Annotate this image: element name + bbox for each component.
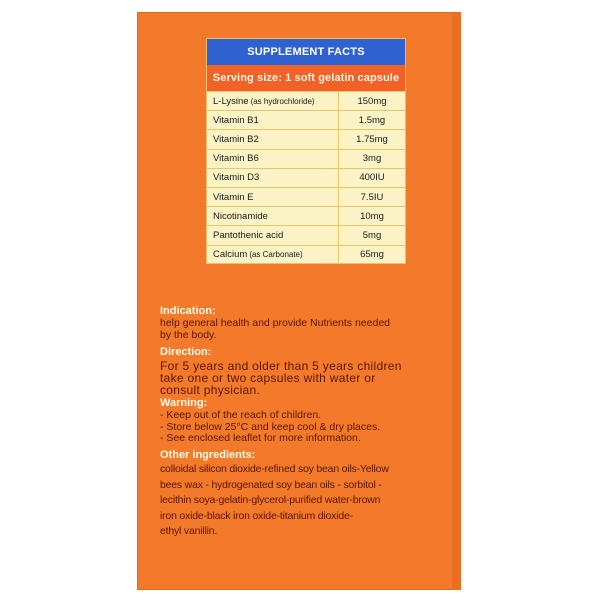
ingredients-line: iron oxide-black iron oxide-titanium dioxide- [160, 509, 353, 522]
ingredients-line: bees wax - hydrogenated soy bean oils - sorbitol - [160, 478, 382, 491]
ingredients-heading: Other ingredients: [160, 449, 256, 461]
facts-row [207, 225, 405, 244]
warning-text [160, 410, 455, 445]
nutrient-label: Vitamin E [213, 191, 254, 203]
facts-row [207, 187, 405, 206]
direction-text [160, 360, 455, 396]
nutrient-name [207, 150, 339, 168]
nutrient-name [207, 188, 339, 206]
nutrient-label: Vitamin B1 [213, 114, 259, 126]
facts-row [207, 91, 405, 110]
serving-size: Serving size: 1 soft gelatin capsule [207, 65, 405, 91]
facts-row [207, 168, 405, 187]
direction-line: consult physician. [160, 383, 261, 397]
indication-heading: Indication: [160, 305, 216, 317]
nutrient-name [207, 92, 339, 110]
direction-line: For 5 years and older than 5 years children [160, 359, 402, 373]
nutrient-name [207, 246, 339, 264]
warning-line: - See enclosed leaflet for more information. [160, 432, 361, 444]
ingredients-text [160, 462, 455, 540]
nutrient-name [207, 130, 339, 148]
nutrient-form: (as hydrochloride) [250, 96, 315, 106]
nutrient-name [207, 169, 339, 187]
facts-row [207, 110, 405, 129]
nutrient-name [207, 226, 339, 244]
nutrient-amount: 10mg [360, 210, 384, 222]
warning-line: - Keep out of the reach of children. [160, 409, 322, 421]
nutrient-amount: 5mg [362, 229, 382, 241]
facts-row [207, 149, 405, 168]
warning-line: - Store below 25°C and keep cool & dry places. [160, 420, 381, 433]
facts-rows [207, 91, 405, 264]
supplement-facts-table [206, 38, 406, 264]
warning-heading: Warning: [160, 397, 208, 409]
nutrient-amount: 65mg [360, 249, 384, 261]
nutrient-label: Vitamin B2 [213, 133, 259, 145]
nutrient-name [207, 207, 339, 225]
indication-line: by the body. [160, 328, 217, 341]
nutrient-label: Vitamin D3 [213, 172, 260, 184]
ingredients-line: lecithin soya-gelatin-glycerol-purified water-brown [160, 494, 381, 506]
nutrient-form: (as Carbonate) [249, 250, 303, 260]
nutrient-amount: 1.5mg [358, 114, 386, 126]
direction-heading: Direction: [160, 346, 212, 358]
nutrient-label: Nicotinamide [213, 210, 268, 222]
supplement-facts-title: SUPPLEMENT FACTS [207, 39, 405, 65]
indication-line: help general health and provide Nutrients needed [160, 317, 391, 329]
facts-row [207, 206, 405, 225]
nutrient-amount: 150mg [357, 95, 387, 107]
nutrient-name [207, 111, 339, 129]
nutrient-amount: 400IU [359, 172, 385, 184]
facts-row [207, 245, 405, 264]
nutrient-amount: 1.75mg [356, 133, 388, 145]
nutrient-label: Calcium [213, 249, 248, 261]
nutrient-amount: 7.5IU [360, 191, 384, 203]
ingredients-line: ethyl vanillin. [160, 525, 218, 537]
direction-line: take one or two capsules with water or [160, 371, 376, 385]
ingredients-line: colloidal silicon dioxide-refined soy bean oils-Yellow [160, 463, 389, 475]
nutrient-label: Pantothenic acid [213, 229, 284, 241]
nutrient-amount: 3mg [362, 153, 382, 165]
nutrient-label: Vitamin B6 [213, 153, 259, 165]
facts-row [207, 129, 405, 148]
nutrient-label: L-Lysine [213, 95, 249, 107]
indication-text [160, 318, 455, 341]
